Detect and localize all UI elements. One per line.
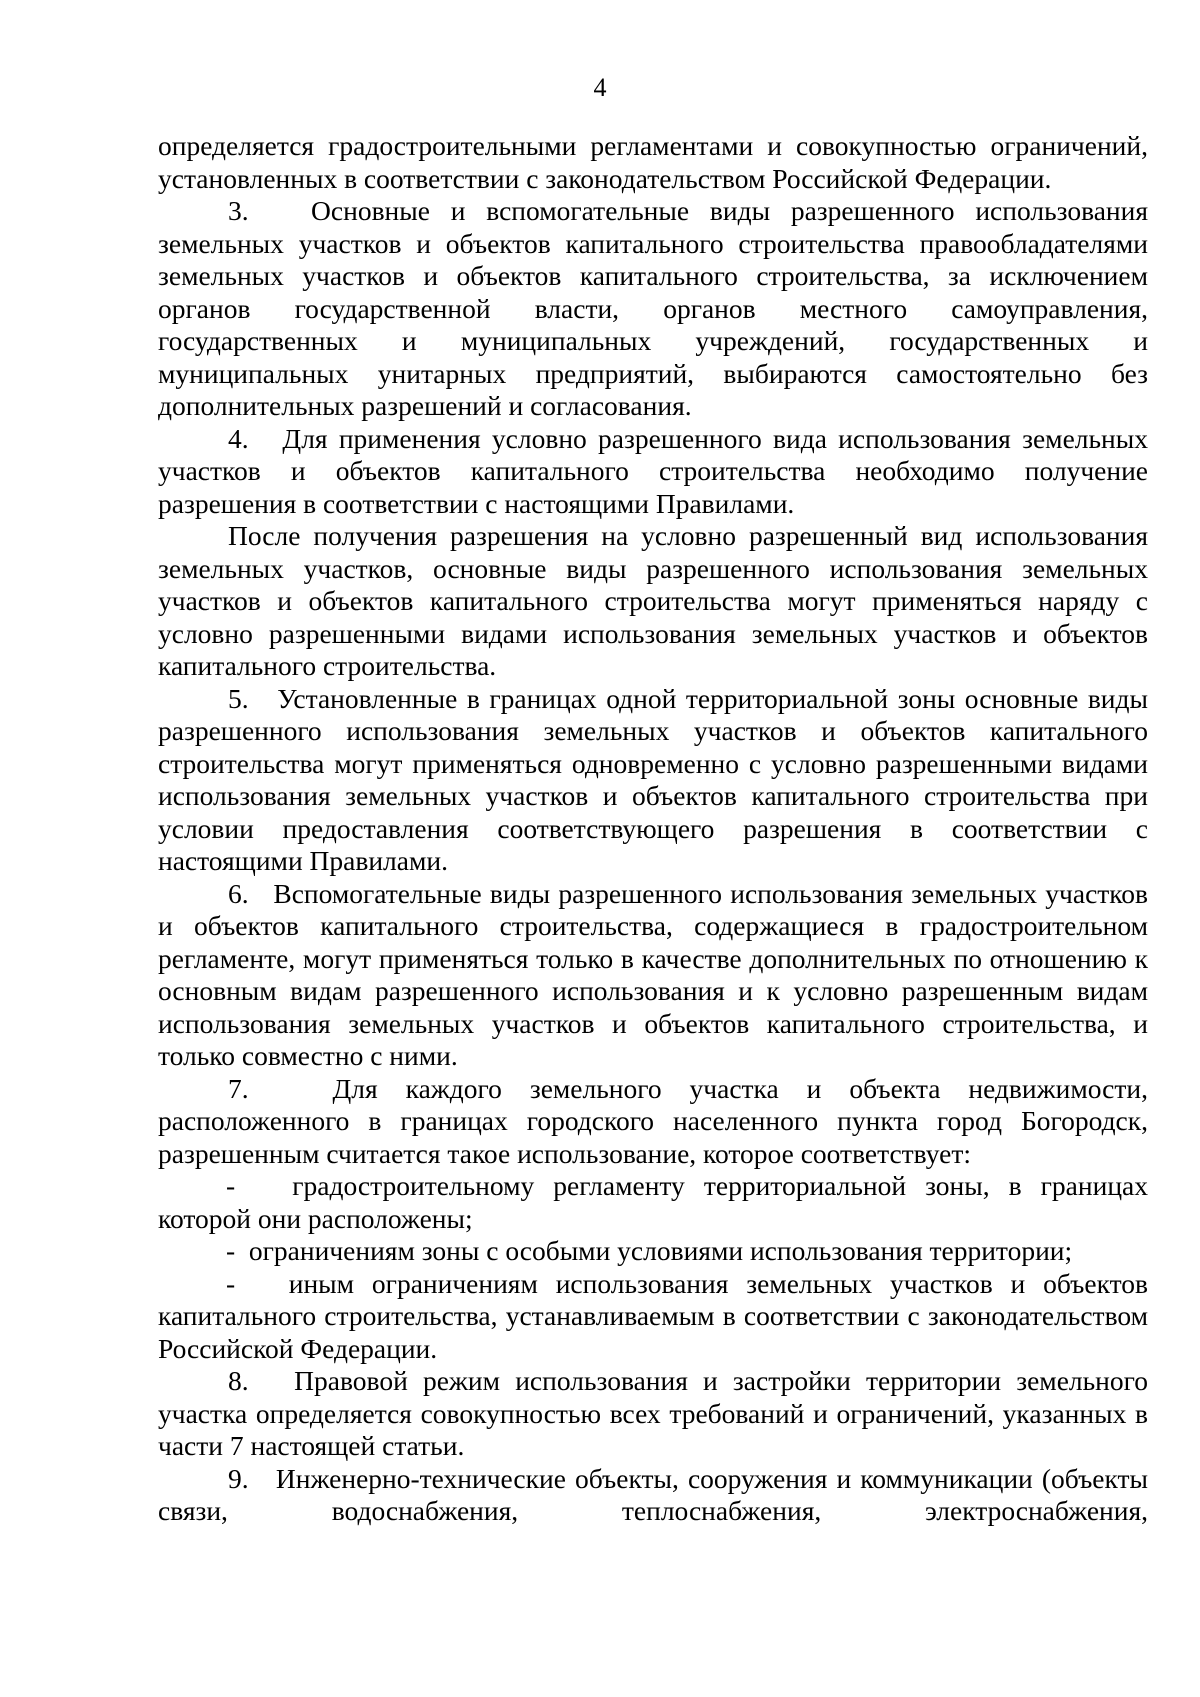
paragraph-item-8: 8. Правовой режим использования и застройки территории земельного участка определяется совокупностью всех требований и ограничений, указанных в части 7 настоящей статьи. — [158, 1365, 1148, 1461]
list-item-dash-3: - иным ограничениям использования земельных участков и объектов капитального строительства, устанавливаемым в соответствии с законодательством Российской Федерации. — [158, 1267, 1148, 1364]
paragraph-item-4-continued: После получения разрешения на условно разрешенный вид использования земельных участков, основные виды разрешенного использования земельных участков и объектов капитального строительства могут применяться наряду с условно разрешенными видами использования земельных участков и объектов капитального строительства. — [158, 520, 1148, 681]
page-number: 4 — [593, 73, 607, 102]
paragraph-item-5: 5. Установленные в границах одной территориальной зоны основные виды разрешенного использования земельных участков и объектов капитального строительства могут применяться одновременно с условно разрешенными видами использования земельных участков и объектов капитального строительства при условии предоставления соответствующего разрешения в соответствии с настоящими Правилами. — [158, 682, 1148, 876]
paragraph-item-4: 4. Для применения условно разрешенного вида использования земельных участков и объектов капитального строительства необходимо получение разрешения в соответствии с настоящими Правилами. — [158, 422, 1148, 519]
paragraph-item-3: 3. Основные и вспомогательные виды разрешенного использования земельных участков и объектов капитального строительства правообладателями земельных участков и объектов капитального строительства, за исключением органов государственной власти, органов местного самоуправления, государственных и муниципальных учреждений, государственных и муниципальных унитарных предприятий, выбираются самостоятельно без дополнительных разрешений и согласования. — [158, 195, 1148, 421]
list-item-dash-2: - ограничениям зоны с особыми условиями использования территории; — [226, 1235, 1073, 1266]
paragraph-item-6: 6. Вспомогательные виды разрешенного использования земельных участков и объектов капитального строительства, содержащиеся в градостроительном регламенте, могут применяться только в качестве дополнительных по отношению к основным видам разрешенного использования и к условно разрешенным видам использования земельных участков и объектов капитального строительства, и только совместно с ними. — [158, 877, 1148, 1071]
paragraph-item-9: 9. Инженерно-технические объекты, сооружения и коммуникации (объекты связи, водоснабжения, теплоснабжения, электроснабжения, — [158, 1462, 1148, 1526]
document-body — [158, 130, 1148, 1528]
list-item-dash-1: - градостроительному регламенту территориальной зоны, в границах которой они расположены; — [158, 1170, 1148, 1234]
paragraph-item-7: 7. Для каждого земельного участка и объекта недвижимости, расположенного в границах городского населенного пункта город Богородск, разрешенным считается такое использование, которое соответствует: — [158, 1072, 1148, 1169]
paragraph-continuation: определяется градостроительными регламентами и совокупностью ограничений, установленных в соответствии с законодательством Российской Федерации. — [158, 130, 1148, 194]
